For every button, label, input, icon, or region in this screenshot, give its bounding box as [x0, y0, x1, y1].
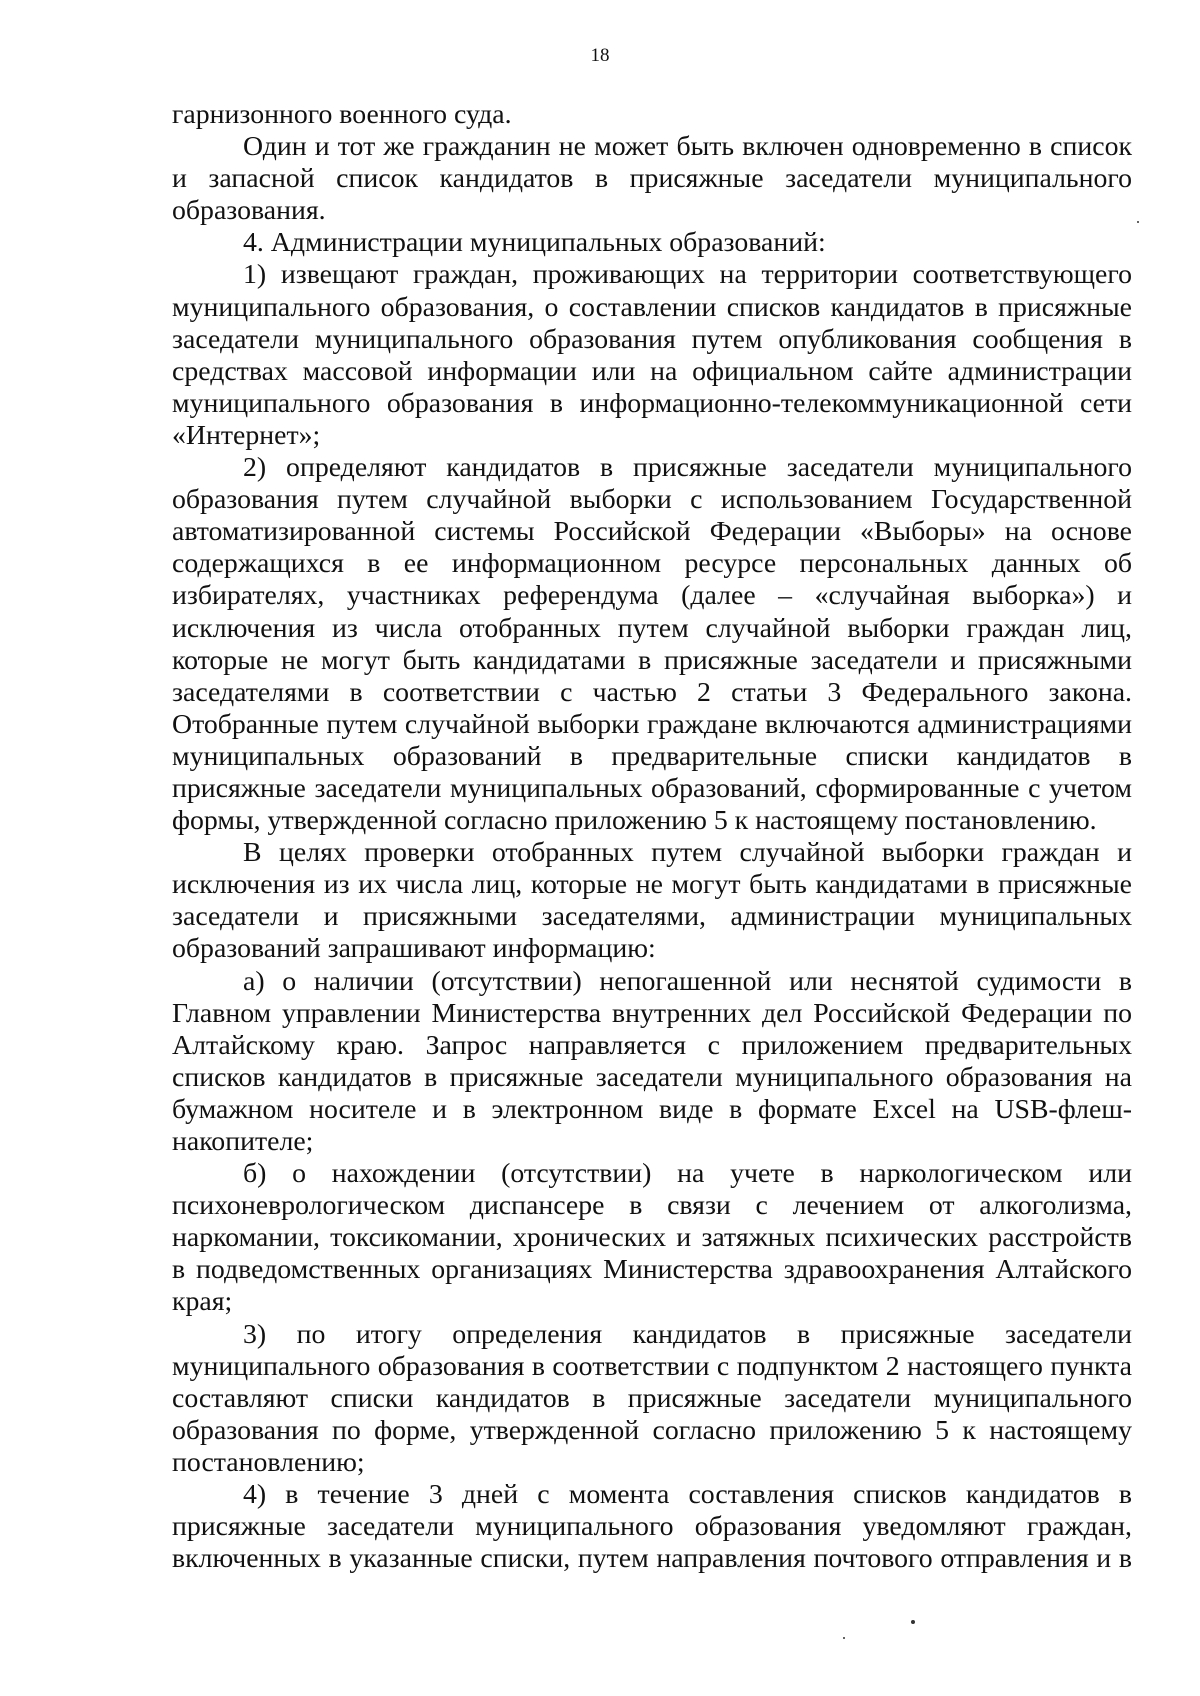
paragraph-10: 4) в течение 3 дней с момента составления списков кандидатов в присяжные заседатели муниципального образования уведомляют граждан, включенных в указанные списки, путем направления почтового отправления и в: [172, 1479, 1132, 1575]
paragraph-4: 1) извещают граждан, проживающих на территории соответствующего муниципального образования, о составлении списков кандидатов в присяжные заседатели муниципального образования путем опубликования сообщения в средствах массовой информации или на официальном сайте администрации муниципального образования в информационно-телекоммуникационной сети «Интернет»;: [172, 259, 1132, 451]
paragraph-1: гарнизонного военного суда.: [172, 99, 512, 130]
paragraph-3: 4. Администрации муниципальных образований:: [243, 227, 826, 259]
paragraph-7: а) о наличии (отсутствии) непогашенной или неснятой судимости в Главном управлении Министерства внутренних дел Российской Федерации по Алтайскому краю. Запрос направляется с приложением предварительных списков кандидатов в присяжные заседатели муниципального образования на бумажном носителе и в электронном виде в формате Excel на USB-флеш-накопителе;: [172, 965, 1132, 1157]
page-number: 18: [590, 45, 610, 66]
scan-speck: [911, 1620, 915, 1624]
scan-speck: [1137, 221, 1139, 223]
document-body: [172, 99, 1132, 1575]
paragraph-9: 3) по итогу определения кандидатов в присяжные заседатели муниципального образования в соответствии с подпунктом 2 настоящего пункта составляют списки кандидатов в присяжные заседатели муниципального образования по форме, утвержденной согласно приложению 5 к настоящему постановлению;: [172, 1318, 1132, 1478]
paragraph-2: Один и тот же гражданин не может быть включен одновременно в список и запасной список кандидатов в присяжные заседатели муниципального образования.: [172, 131, 1132, 227]
paragraph-6: В целях проверки отобранных путем случайной выборки граждан и исключения из их числа лиц, которые не могут быть кандидатами в присяжные заседатели и присяжными заседателями, администрации муниципальных образований запрашивают информацию:: [172, 837, 1132, 965]
paragraph-8: б) о нахождении (отсутствии) на учете в наркологическом или психоневрологическом диспансере в связи с лечением от алкоголизма, наркомании, токсикомании, хронических и затяжных психических расстройств в подведомственных организациях Министерства здравоохранения Алтайского края;: [172, 1158, 1132, 1318]
paragraph-5: 2) определяют кандидатов в присяжные заседатели муниципального образования путем случайной выборки с использованием Государственной автоматизированной системы Российской Федерации «Выборы» на основе содержащихся в ее информационном ресурсе персональных данных об избирателях, участниках референдума (далее – «случайная выборка») и исключения из числа отобранных путем случайной выборки граждан лиц, которые не могут быть кандидатами в присяжные заседатели и присяжными заседателями в соответствии с частью 2 статьи 3 Федерального закона. Отобранные путем случайной выборки граждане включаются администрациями муниципальных образований в предварительные списки кандидатов в присяжные заседатели муниципальных образований, сформированные с учетом формы, утвержденной согласно приложению 5 к настоящему постановлению.: [172, 452, 1132, 837]
scan-speck: [843, 1637, 845, 1639]
